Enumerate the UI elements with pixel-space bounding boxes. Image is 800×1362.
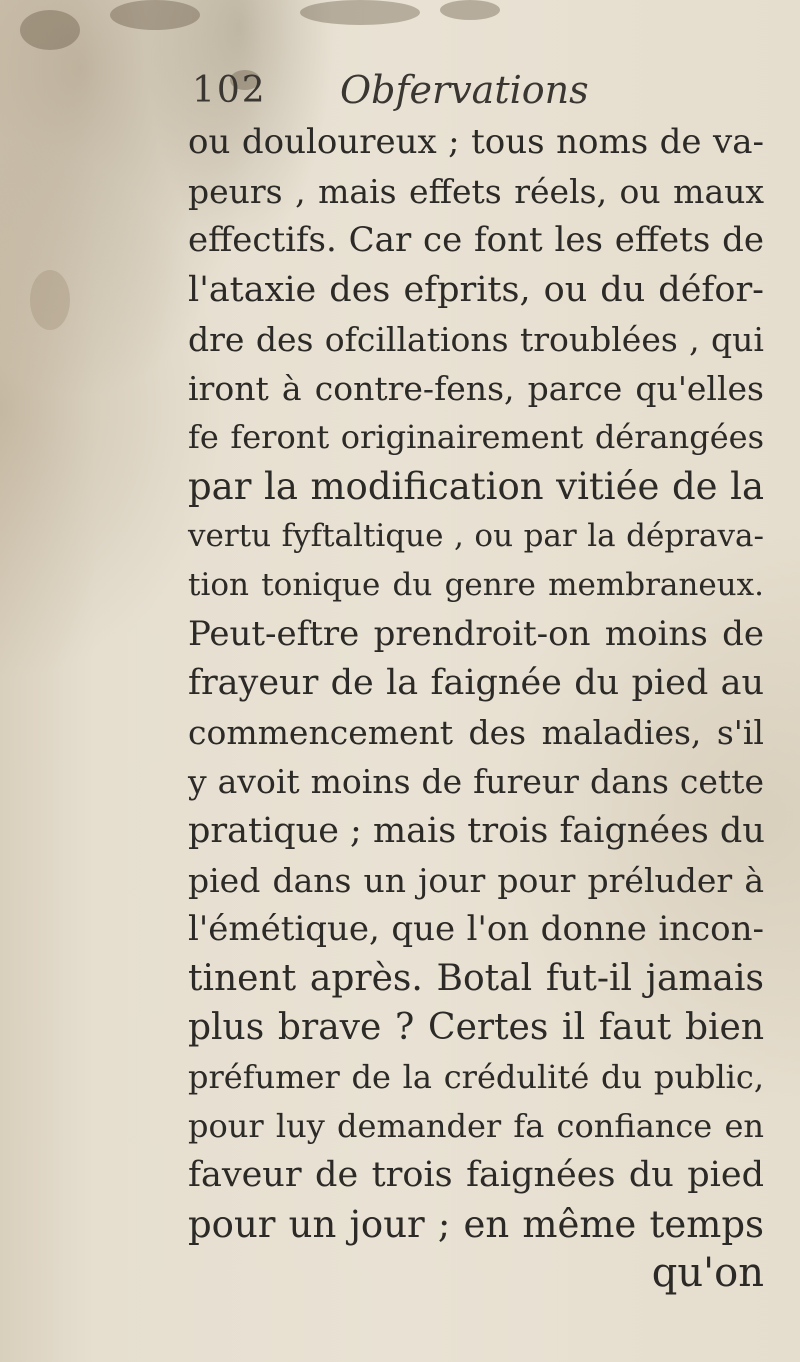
running-title: Obfervations	[340, 68, 589, 112]
text-line: pied dans un jour pour préluder à	[188, 860, 764, 900]
text-line: effectifs. Car ce font les effets de	[188, 220, 764, 261]
text-line: Peut-eftre prendroit-on moins de	[188, 613, 764, 654]
text-line: ou douloureux ; tous noms de va-	[188, 122, 764, 162]
text-line: l'ataxie des efprits, ou du défor-	[188, 269, 764, 310]
paper-stain	[440, 0, 500, 20]
paper-stain	[300, 0, 420, 25]
text-line: tinent après. Botal fut-il jamais	[188, 958, 764, 1000]
text-line: dre des ofcillations troublées , qui	[188, 319, 764, 359]
text-line: faveur de trois faignées du pied	[188, 1154, 764, 1195]
text-line: plus brave ? Certes il faut bien	[188, 1007, 764, 1049]
paper-stain	[110, 0, 200, 30]
text-line: iront à contre-fens, parce qu'elles	[188, 368, 764, 408]
page-header	[192, 70, 752, 120]
text-line: vertu fyftaltique , ou par la déprava-	[188, 517, 764, 554]
catchword: qu'on	[651, 1250, 764, 1297]
text-line: pour un jour ; en même temps	[188, 1203, 764, 1247]
text-line: pratique ; mais trois faignées du	[188, 810, 765, 851]
text-line: préfumer de la crédulité du public,	[188, 1057, 764, 1096]
text-line: fe feront originairement dérangées	[188, 418, 764, 457]
text-line: tion tonique du genre membraneux.	[188, 566, 764, 603]
text-line: pour luy demander fa confiance en	[188, 1106, 764, 1145]
text-line: par la modification vitiée de la	[188, 465, 764, 509]
text-line: peurs , mais effets réels, ou maux	[188, 172, 764, 212]
page-number: 102	[192, 70, 267, 111]
text-line: l'émétique, que l'on donne incon-	[188, 909, 764, 949]
paper-stain	[30, 270, 70, 330]
text-line: commencement des maladies, s'il	[188, 713, 764, 753]
text-line: frayeur de la faignée du pied au	[188, 663, 764, 704]
text-line: y avoit moins de fureur dans cette	[188, 762, 764, 802]
body-text	[188, 118, 764, 1299]
paper-stain	[20, 10, 80, 50]
